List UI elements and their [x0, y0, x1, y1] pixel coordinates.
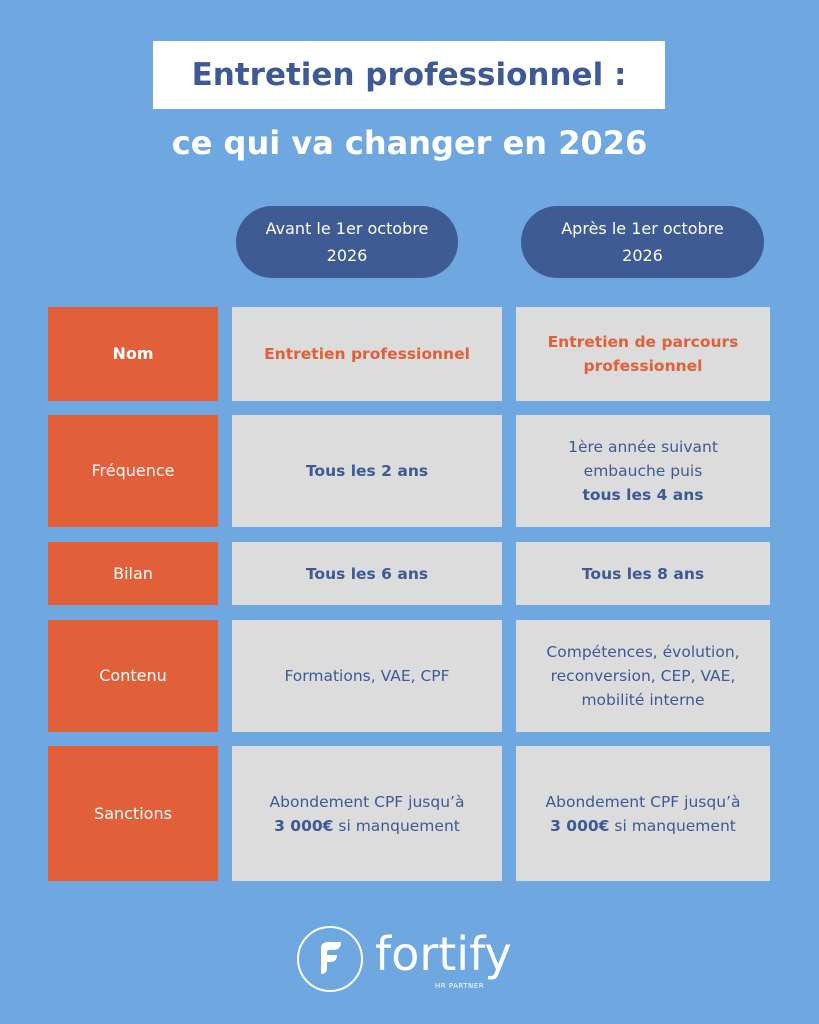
page-title: Entretien professionnel : — [191, 57, 627, 93]
cell-sanctions-after — [516, 746, 770, 881]
row-label-nom — [48, 307, 218, 401]
cell-contenu-before — [232, 620, 502, 732]
column-header-before-line1: Avant le 1er octobre — [265, 219, 429, 238]
cell-sanctions-before-amount: 3 000€ — [274, 816, 334, 835]
cell-contenu-after-line1: Compétences, évolution, — [546, 643, 740, 661]
logo-tagline: HR PARTNER — [435, 982, 485, 990]
column-header-before — [236, 206, 458, 278]
row-label-bilan — [48, 542, 218, 605]
column-header-after-line2: 2026 — [622, 246, 663, 265]
row-label-frequence-text: Fréquence — [91, 461, 175, 480]
column-header-before-line2: 2026 — [326, 246, 368, 265]
title-box — [153, 41, 665, 109]
cell-sanctions-before — [232, 746, 502, 881]
cell-contenu-after-line2: reconversion, CEP, VAE, — [550, 667, 736, 685]
cell-frequence-after-line2: embauche puis — [583, 462, 703, 480]
row-label-bilan-text: Bilan — [113, 563, 153, 583]
cell-frequence-after-line3: tous les 4 ans — [582, 486, 704, 504]
cell-frequence-before — [232, 415, 502, 527]
row-label-frequence — [48, 415, 218, 527]
cell-bilan-before — [232, 542, 502, 605]
cell-bilan-after-text: Tous les 8 ans — [581, 564, 705, 583]
cell-bilan-after — [516, 542, 770, 605]
cell-sanctions-after-rest: si manquement — [609, 816, 736, 835]
cell-contenu-before-text: Formations, VAE, CPF — [284, 667, 450, 685]
row-label-contenu — [48, 620, 218, 732]
fortify-f-logo-icon — [297, 926, 363, 992]
row-label-sanctions — [48, 746, 218, 881]
page-subtitle: ce qui va changer en 2026 — [171, 124, 648, 162]
cell-nom-after-line1: Entretien de parcours — [547, 333, 739, 351]
cell-nom-before-text: Entretien professionnel — [264, 345, 470, 363]
cell-frequence-before-text: Tous les 2 ans — [305, 462, 429, 480]
cell-nom-after-line2: professionnel — [583, 357, 703, 375]
cell-frequence-after — [516, 415, 770, 527]
cell-sanctions-after-amount: 3 000€ — [550, 816, 610, 835]
cell-contenu-after — [516, 620, 770, 732]
column-header-after — [521, 206, 764, 278]
row-label-sanctions-text: Sanctions — [94, 803, 172, 823]
cell-sanctions-before-rest: si manquement — [333, 816, 460, 835]
fortify-logo — [297, 924, 527, 994]
cell-contenu-after-line3: mobilité interne — [581, 691, 705, 709]
cell-sanctions-after-line1: Abondement CPF jusqu’à — [545, 792, 741, 811]
row-label-contenu-text: Contenu — [99, 666, 167, 685]
cell-bilan-before-text: Tous les 6 ans — [305, 564, 429, 583]
cell-nom-before — [232, 307, 502, 401]
cell-sanctions-before-line1: Abondement CPF jusqu’à — [269, 792, 465, 811]
row-label-nom-text: Nom — [112, 344, 154, 363]
logo-wordmark: fortify — [375, 927, 512, 981]
cell-nom-after — [516, 307, 770, 401]
column-header-after-line1: Après le 1er octobre — [561, 219, 724, 238]
cell-frequence-after-line1: 1ère année suivant — [568, 438, 718, 456]
